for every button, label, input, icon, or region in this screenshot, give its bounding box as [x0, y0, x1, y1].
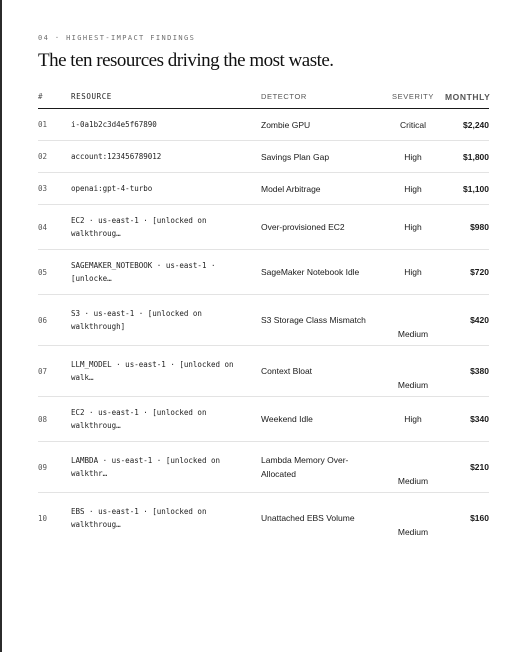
page-title: The ten resources driving the most waste.: [38, 50, 334, 71]
row-number: 05: [38, 250, 71, 295]
severity-cell: High: [381, 250, 445, 295]
severity-cell: Medium: [381, 346, 445, 397]
detector-cell: Context Bloat: [261, 346, 381, 397]
resource-cell: [71, 346, 261, 397]
header-monthly: MONTHLY: [445, 85, 489, 109]
report-page: [2, 0, 522, 652]
severity-cell: Critical: [381, 109, 445, 141]
resource-cell: [71, 205, 261, 250]
detector-cell: Zombie GPU: [261, 109, 381, 141]
row-number: 08: [38, 397, 71, 442]
severity-cell: High: [381, 205, 445, 250]
section-label: 04 · HIGHEST-IMPACT FINDINGS: [38, 34, 196, 42]
resource-id: EC2 · us-east-1 · [unlocked on walkthroug…: [71, 408, 207, 430]
row-number: 03: [38, 173, 71, 205]
monthly-cost: $380: [445, 346, 489, 397]
detector-cell: Model Arbitrage: [261, 173, 381, 205]
detector-cell: Lambda Memory Over-Allocated: [261, 442, 381, 493]
resource-cell: [71, 173, 261, 205]
monthly-cost: $420: [445, 295, 489, 346]
table-row: [38, 397, 489, 442]
monthly-cost: $2,240: [445, 109, 489, 141]
resource-cell: [71, 442, 261, 493]
detector-cell: Weekend Idle: [261, 397, 381, 442]
severity-cell: Medium: [381, 442, 445, 493]
row-number: 01: [38, 109, 71, 141]
table-row: [38, 205, 489, 250]
severity-cell: High: [381, 173, 445, 205]
table-header-row: [38, 85, 489, 109]
monthly-cost: $1,800: [445, 141, 489, 173]
detector-cell: S3 Storage Class Mismatch: [261, 295, 381, 346]
resource-cell: [71, 397, 261, 442]
table-row: [38, 173, 489, 205]
monthly-cost: $160: [470, 513, 489, 523]
resource-id: LLM_MODEL · us-east-1 · [unlocked on walk…: [71, 360, 234, 382]
monthly-cost: $1,100: [445, 173, 489, 205]
detector-cell: Over-provisioned EC2: [261, 205, 381, 250]
findings-table: [38, 85, 489, 543]
severity-cell: High: [381, 397, 445, 442]
severity-cell: High: [381, 141, 445, 173]
resource-cell: [71, 295, 261, 346]
resource-id: LAMBDA · us-east-1 · [unlocked on walkthr…: [71, 456, 221, 478]
resource-id: EC2 · us-east-1 · [unlocked on walkthroug…: [71, 216, 207, 238]
header-resource: RESOURCE: [71, 85, 261, 109]
row-number: 06: [38, 295, 71, 346]
table-row: [38, 346, 489, 397]
row-number: 10: [38, 513, 48, 523]
header-num: #: [38, 85, 71, 109]
header-severity: SEVERITY: [381, 85, 445, 109]
row-number: 07: [38, 346, 71, 397]
detector-cell: SageMaker Notebook Idle: [261, 250, 381, 295]
detector-cell: Savings Plan Gap: [261, 141, 381, 173]
resource-cell: [71, 141, 261, 173]
table-row: [38, 250, 489, 295]
row-number: 04: [38, 205, 71, 250]
resource-cell: [71, 493, 261, 544]
row-number: 02: [38, 141, 71, 173]
detector-cell: Unattached EBS Volume: [261, 513, 355, 523]
table-row: [38, 442, 489, 493]
resource-cell: [71, 250, 261, 295]
header-detector: DETECTOR: [261, 85, 381, 109]
resource-id: openai:gpt-4-turbo: [71, 184, 153, 193]
table-row: [38, 109, 489, 141]
resource-id: S3 · us-east-1 · [unlocked on walkthrough]: [71, 309, 202, 331]
monthly-cost: $980: [445, 205, 489, 250]
row-number: 09: [38, 442, 71, 493]
table-row: [38, 295, 489, 346]
resource-id: account:123456789012: [71, 152, 162, 161]
monthly-cost: $340: [445, 397, 489, 442]
monthly-cost: $720: [445, 250, 489, 295]
resource-cell: [71, 109, 261, 141]
table-row: [38, 141, 489, 173]
monthly-cost: $210: [445, 442, 489, 493]
resource-id: SAGEMAKER_NOTEBOOK · us-east-1 · [unlocke…: [71, 261, 216, 283]
severity-cell: Medium: [381, 295, 445, 346]
severity-cell: Medium: [397, 527, 429, 537]
table-row: [38, 493, 489, 544]
resource-id: i-0a1b2c3d4e5f67890: [71, 120, 157, 129]
resource-id: EBS · us-east-1 · [unlocked on walkthroug…: [71, 507, 207, 529]
